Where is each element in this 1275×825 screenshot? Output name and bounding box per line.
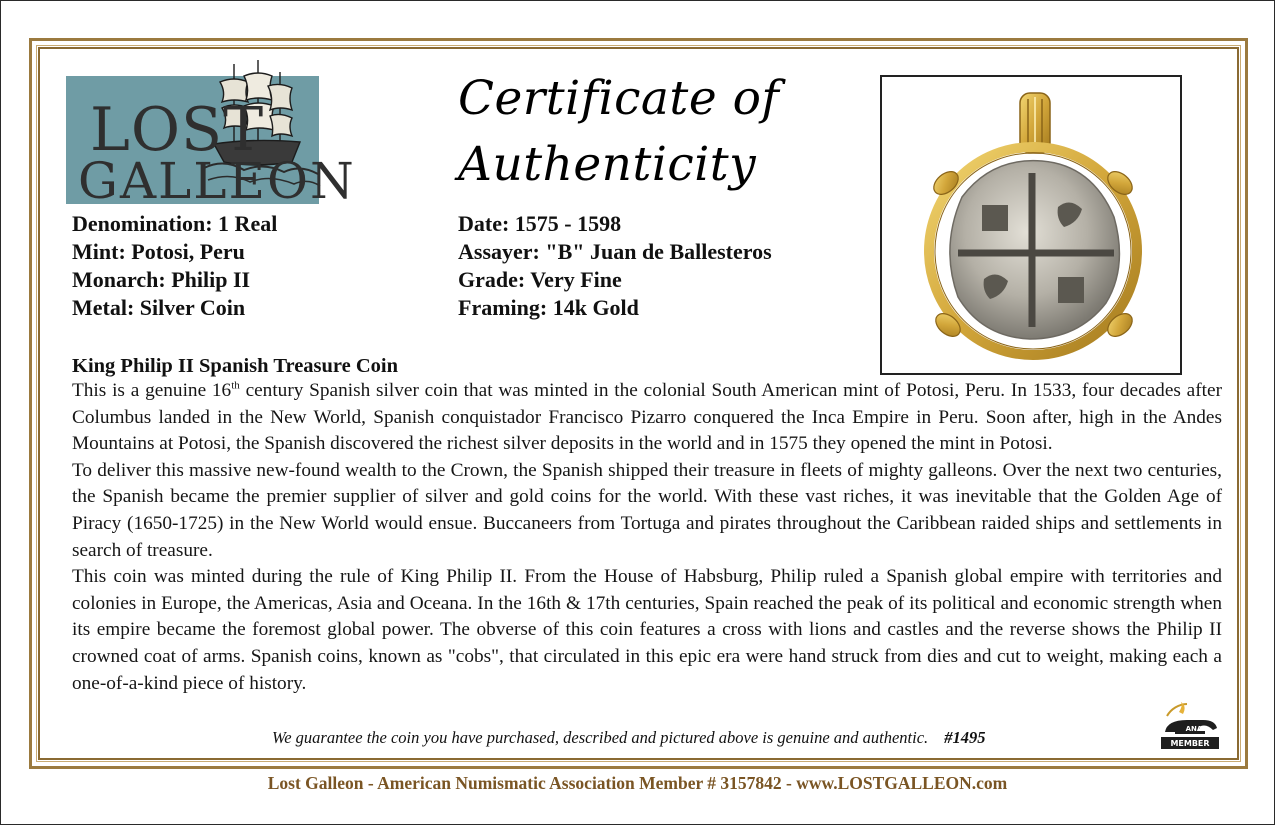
guarantee-line: [272, 727, 1092, 749]
coin-photo: [880, 75, 1182, 375]
logo-graphic: [66, 58, 356, 210]
guarantee-text: We guarantee the coin you have purchased, described and pictured above is genuine and authentic.: [272, 728, 929, 747]
specs-right-column: [458, 210, 772, 322]
paragraph-1: [72, 378, 1222, 458]
ana-badge-top-text: ANA: [1185, 725, 1203, 733]
ana-member-badge: [1157, 700, 1223, 754]
lost-galleon-logo: [66, 58, 356, 210]
paragraph-3: This coin was minted during the rule of King Philip II. From the House of Habsburg, Philip ruled a Spanish global empire with territories and colonies in Europe, the Americas, Asia and Oceana. In the 16th & 17th centuries, Spain reached the peak of its political and economic strength when its empire became the foremost global power. The obverse of this coin features a cross with lions and castles and the reverse shows the Philip II crowned coat of arms. Spanish coins, known as "cobs", that circulated in this epic era were hand struck from dies and cut to weight, making each a one-of-a-kind piece of history.: [72, 566, 1222, 694]
paragraph-2: To deliver this massive new-found wealth to the Crown, the Spanish shipped their treasure in fleets of mighty galleons. Over the next two centuries, the Spanish became the premier supplier of silver and gold coins for the world. With these vast riches, it was inevitable that the Golden Age of Piracy (1650-1725) in the New World would ensue. Buccaneers from Tortuga and pirates throughout the Caribbean raided ships and settlements in search of treasure.: [72, 459, 1222, 561]
description-body: [72, 378, 1222, 697]
certificate-number: #1495: [944, 728, 986, 747]
spec-mint: Mint: Potosi, Peru: [72, 239, 245, 264]
certificate-title: [458, 66, 838, 198]
specs-left-column: [72, 210, 277, 322]
spec-assayer: Assayer: "B" Juan de Ballesteros: [458, 239, 772, 264]
spec-date: Date: 1575 - 1598: [458, 211, 622, 236]
spec-metal: Metal: Silver Coin: [72, 295, 246, 320]
spec-denomination: Denomination: 1 Real: [72, 211, 278, 236]
paragraph-1-rest: century Spanish silver coin that was minted in the colonial South American mint of Potosi, Peru. In 1533, four decades after Columbus landed in the New World, Spanish conquistador Francisco Pizarro conquered the Inca Empire in Peru. Soon after, high in the Andes Mountains at Potosi, the Spanish discovered the richest silver deposits in the world and in 1575 they opened the mint in Potosi.: [72, 380, 1222, 455]
ana-lamp-icon: [1157, 700, 1223, 754]
spec-monarch: Monarch: Philip II: [72, 267, 251, 292]
title-line1: Certificate of: [458, 71, 780, 126]
ordinal-suffix: th: [231, 379, 240, 392]
section-heading: King Philip II Spanish Treasure Coin: [72, 355, 399, 377]
paragraph-1-start: This is a genuine 16: [72, 380, 232, 401]
logo-line1-text: LOST: [90, 95, 265, 165]
coin-pendant-icon: [882, 77, 1180, 373]
spec-grade: Grade: Very Fine: [458, 267, 622, 292]
logo-line2-text: GALLEON: [78, 152, 356, 210]
spec-framing: Framing: 14k Gold: [458, 295, 639, 320]
ana-badge-bottom-text: MEMBER: [1170, 739, 1210, 748]
title-line2: Authenticity: [458, 137, 757, 192]
footer-line: Lost Galleon - American Numismatic Association Member # 3157842 - www.LOSTGALLEON.com: [267, 773, 1008, 793]
